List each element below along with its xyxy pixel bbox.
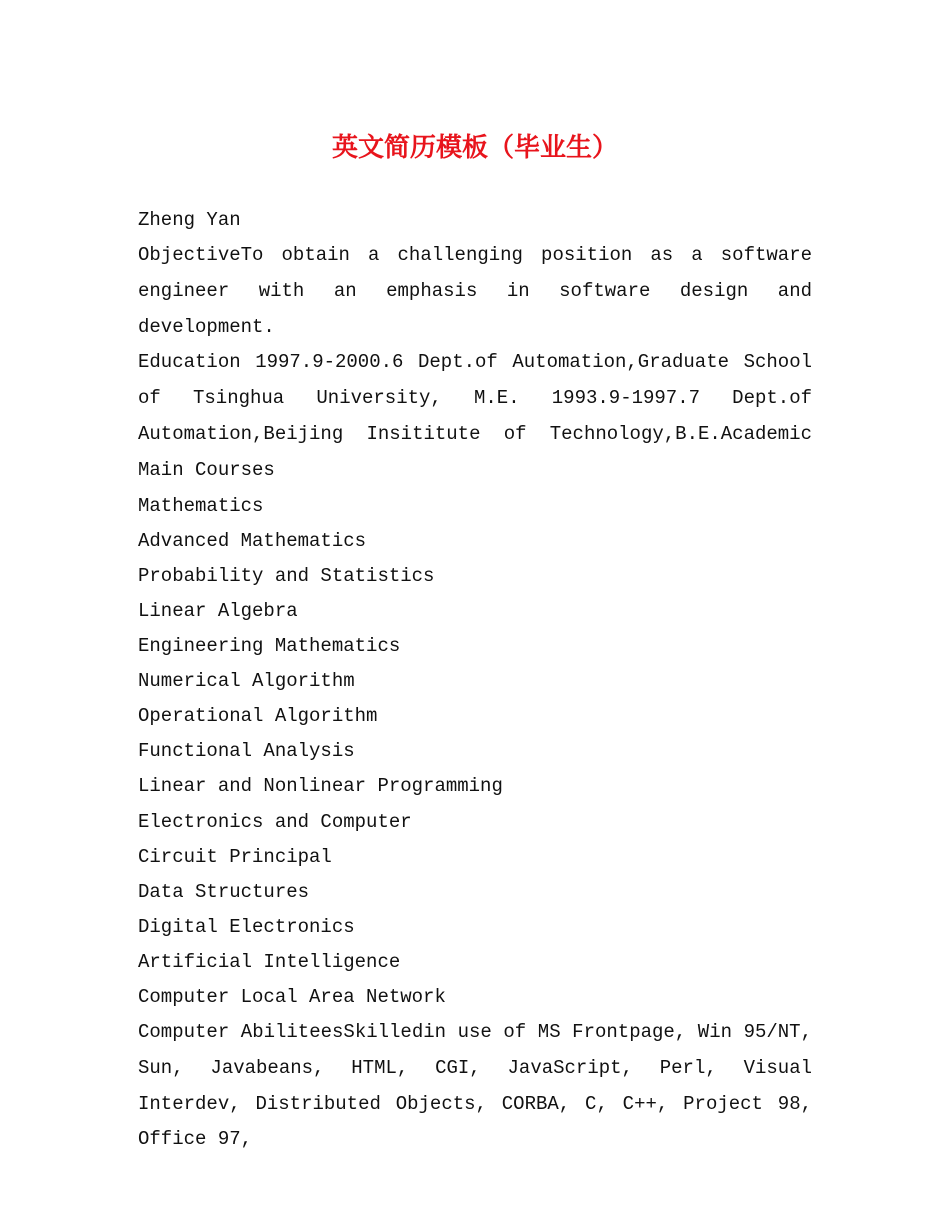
course-item: Mathematics (138, 494, 264, 517)
course-item: Probability and Statistics (138, 564, 435, 587)
resume-body (138, 203, 812, 1158)
candidate-name: Zheng Yan (138, 209, 241, 231)
course-item: Circuit Principal (138, 845, 332, 868)
course-item: Operational Algorithm (138, 705, 378, 728)
course-item: Functional Analysis (138, 740, 355, 763)
course-item: Data Structures (138, 880, 310, 903)
course-item: Artificial Intelligence (138, 950, 401, 973)
education-paragraph: Education 1997.9-2000.6 Dept.of Automation,Graduate School of Tsinghua University, M.E. 1993.9-1997.7 Dept.of Automation,Beijing Insititute of Technology,B.E.Academic Main Courses (138, 351, 812, 481)
objective-paragraph: ObjectiveTo obtain a challenging position as a software engineer with an emphasis in software design and development. (138, 244, 812, 338)
course-item: Digital Electronics (138, 915, 355, 938)
course-item: Advanced Mathematics (138, 529, 367, 552)
course-item: Computer Local Area Network (138, 985, 446, 1008)
document-title: 英文简历模板（毕业生） (331, 133, 618, 163)
course-item: Linear Algebra (138, 599, 298, 622)
course-item: Numerical Algorithm (138, 670, 355, 693)
course-item: Linear and Nonlinear Programming (138, 775, 503, 798)
computer-abilities-paragraph: Computer AbiliteesSkilledin use of MS Frontpage, Win 95/NT, Sun, Javabeans, HTML, CGI, JavaScript, Perl, Visual Interdev, Distributed Objects, CORBA, C, C++, Project 98, Office 97, (138, 1021, 812, 1151)
course-item: Engineering Mathematics (138, 635, 401, 658)
course-item: Electronics and Computer (138, 810, 412, 833)
